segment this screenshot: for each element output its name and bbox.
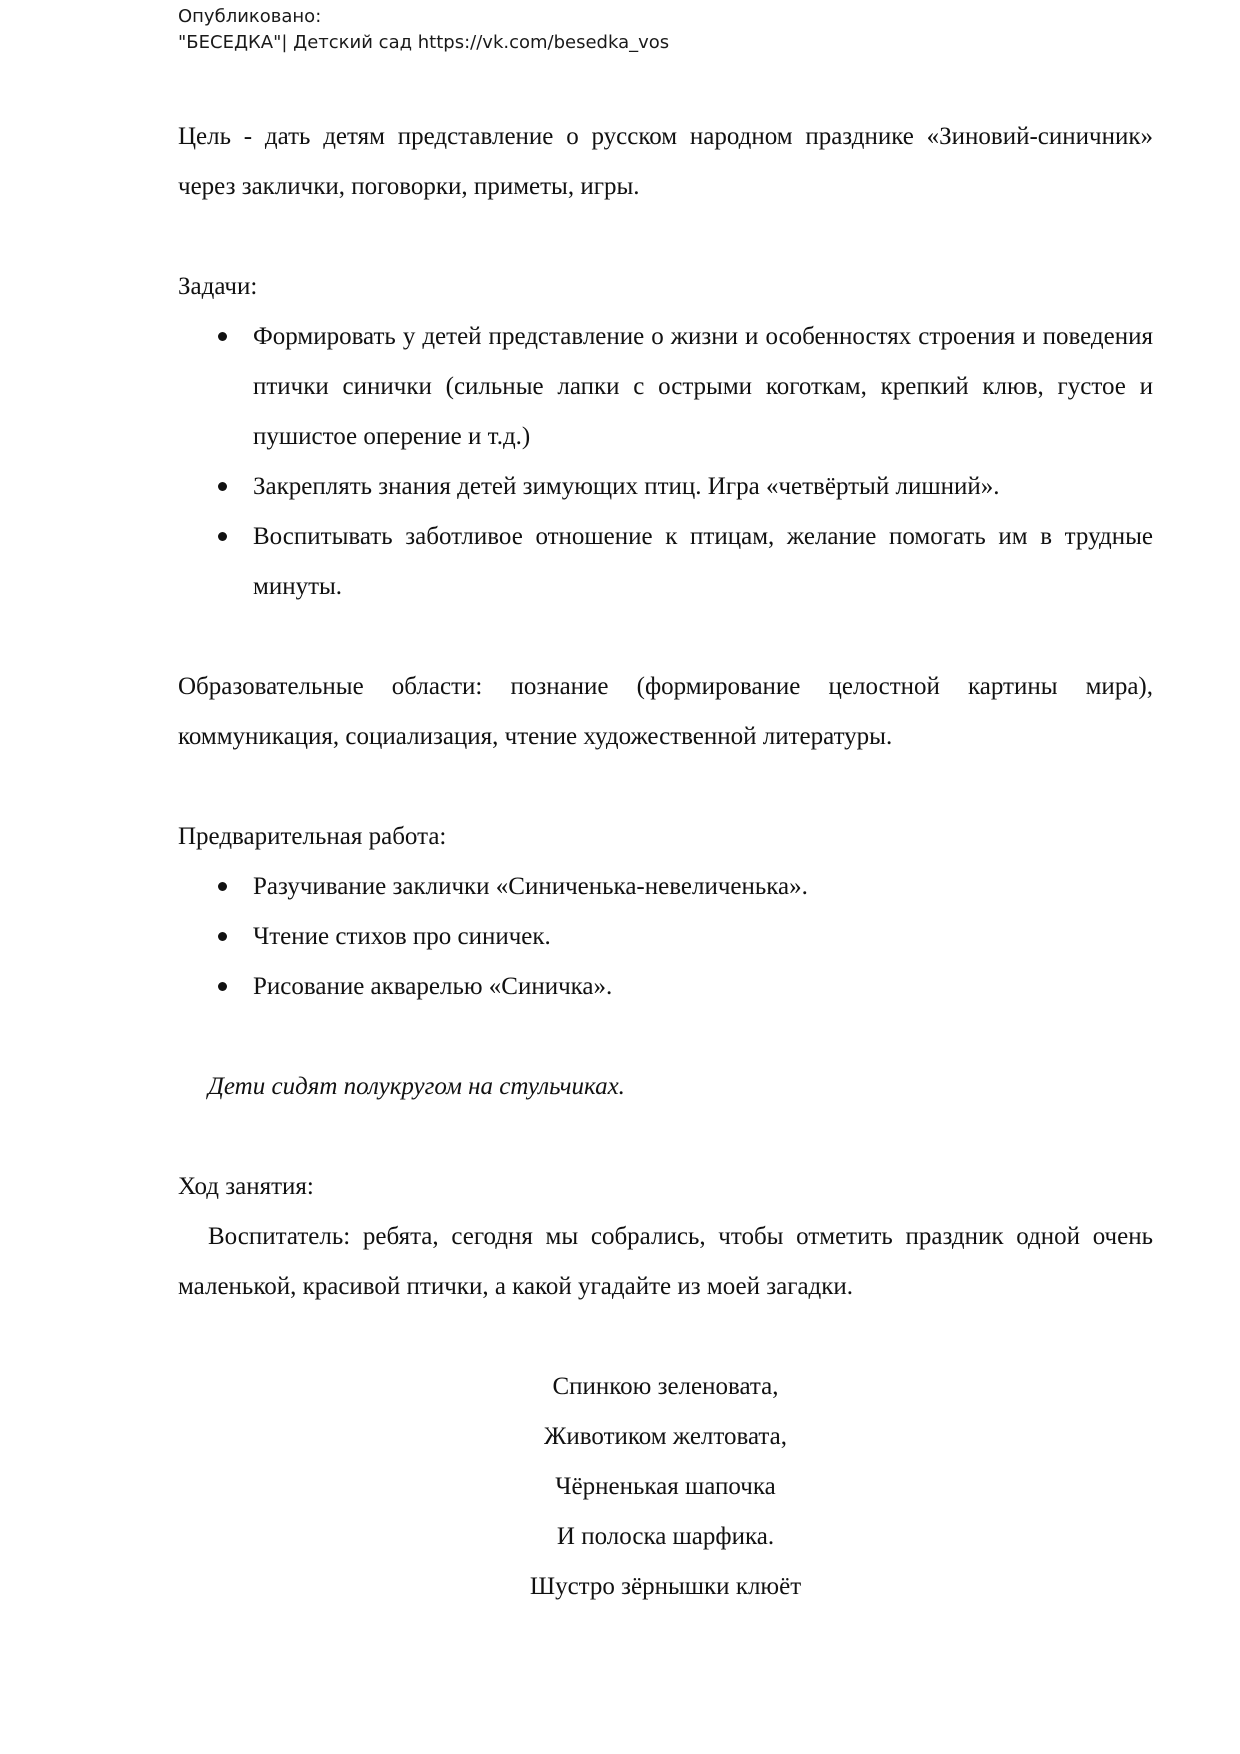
bullet-icon: [218, 482, 227, 491]
poem-line: Шустро зёрнышки клюёт: [529, 1573, 802, 1600]
bullet-icon: [218, 932, 227, 941]
bullet-icon: [218, 332, 227, 341]
spacer: [178, 212, 1153, 262]
tasks-heading: Задачи:: [178, 273, 258, 300]
spacer: [178, 1012, 1153, 1062]
prelim-list: [178, 862, 1153, 1012]
source-line: "БЕСЕДКА"| Детский сад https://vk.com/besedka_vos: [178, 32, 670, 53]
bullet-icon: [218, 982, 227, 991]
task-text: Формировать у детей представление о жизни и особенностях строения и поведения птички синички (сильные лапки с острыми коготкам, крепкий клюв, густое и пушистое оперение и т.д.): [253, 323, 1153, 450]
publication-header: [178, 4, 669, 56]
list-item: [178, 462, 1153, 512]
list-item: [178, 912, 1153, 962]
tasks-list: [178, 312, 1153, 612]
poem-line: Животиком желтовата,: [544, 1423, 787, 1450]
prelim-text: Рисование акварелью «Синичка».: [253, 973, 613, 1000]
riddle-poem: [178, 1362, 1153, 1612]
goal-paragraph: Цель - дать детям представление о русском народном празднике «Зиновий-синичник» через заклички, поговорки, приметы, игры.: [178, 123, 1153, 200]
poem-line: Спинкою зеленовата,: [552, 1373, 779, 1400]
stage-note: Дети сидят полукругом на стульчиках.: [208, 1073, 625, 1100]
poem-line: Чёрненькая шапочка: [555, 1473, 776, 1500]
poem-line: И полоска шарфика.: [556, 1523, 775, 1550]
task-text: Закреплять знания детей зимующих птиц. Игра «четвёртый лишний».: [253, 473, 1000, 500]
list-item: [178, 512, 1153, 612]
areas-paragraph: Образовательные области: познание (формирование целостной картины мира), коммуникация, социализация, чтение художественной литературы.: [178, 673, 1153, 750]
list-item: [178, 312, 1153, 462]
published-label: Опубликовано:: [178, 6, 322, 27]
document-page: [178, 112, 1153, 1612]
lesson-heading: Ход занятия:: [178, 1173, 314, 1200]
prelim-heading: Предварительная работа:: [178, 823, 447, 850]
task-text: Воспитывать заботливое отношение к птицам, желание помогать им в трудные минуты.: [253, 523, 1153, 600]
list-item: [178, 862, 1153, 912]
prelim-text: Разучивание заклички «Синиченька-невеличенька».: [253, 873, 808, 900]
list-item: [178, 962, 1153, 1012]
lesson-paragraph: Воспитатель: ребята, сегодня мы собрались, чтобы отметить праздник одной очень маленькой, красивой птички, а какой угадайте из моей загадки.: [178, 1223, 1153, 1300]
prelim-text: Чтение стихов про синичек.: [253, 923, 551, 950]
spacer: [178, 1312, 1153, 1362]
spacer: [178, 1112, 1153, 1162]
bullet-icon: [218, 882, 227, 891]
spacer: [178, 612, 1153, 662]
bullet-icon: [218, 532, 227, 541]
spacer: [178, 762, 1153, 812]
